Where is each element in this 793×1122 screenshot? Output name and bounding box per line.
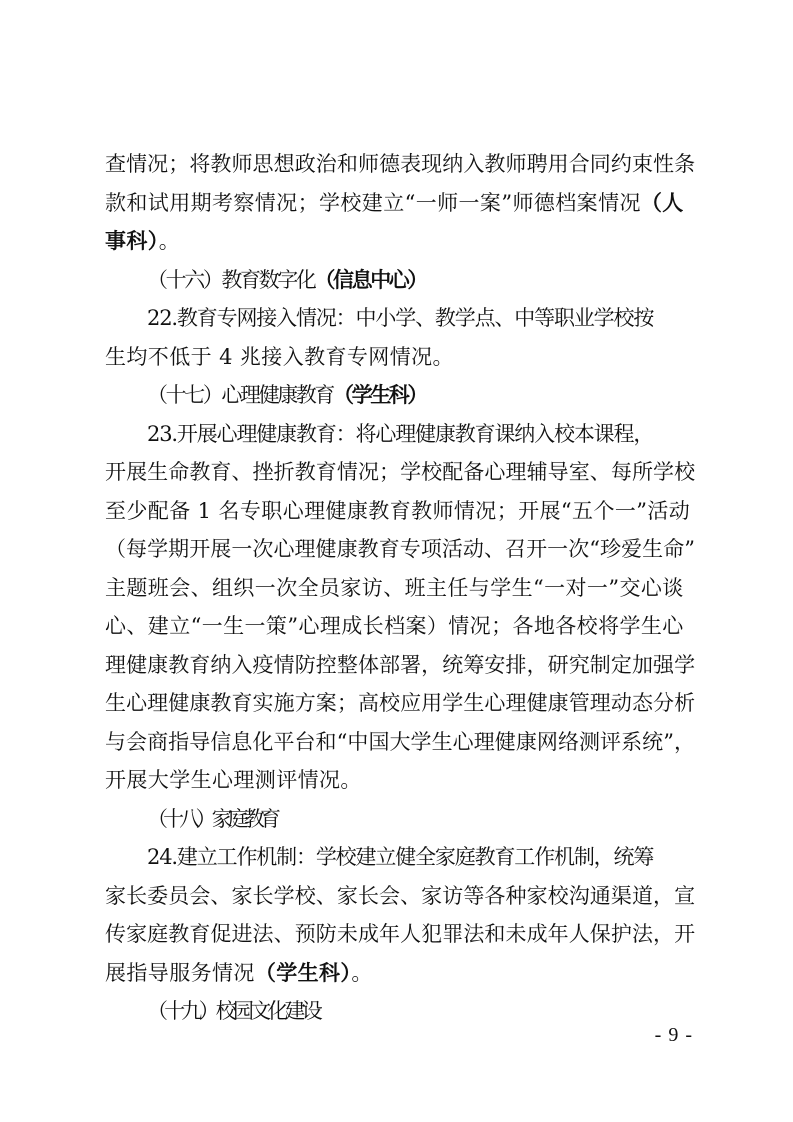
line-text: 家长委员会、家长学校、家长会、家访等各种家校沟通渠道，宣 [105,883,696,908]
line-text: 心、建立“一生一策”心理成长档案）情况；各地各校将学生心 [105,614,684,638]
page-number: - 9 - [654,1024,693,1046]
text-line [105,338,695,377]
text-line [105,376,695,415]
line-text: 23.开展心理健康教育：将心理健康教育课纳入校本课程， [147,421,654,446]
text-line [105,492,695,531]
text-line [105,145,695,184]
line-text: 24.建立工作机制：学校建立健全家庭教育工作机制，统筹 [147,845,654,869]
text-line [105,569,695,608]
text-line [105,992,695,1031]
text-line [105,800,695,839]
line-text: （十八）家庭教育 [147,806,277,831]
text-line [105,723,695,762]
line-text: 主题班会、组织一次全员家访、班主任与学生“一对一”交心谈 [105,575,684,600]
line-text: 传家庭教育促进法、预防未成年人犯罪法和未成年人保护法，开 [105,922,696,946]
line-tail: 。 [158,229,181,253]
line-text: （十七）心理健康教育 [147,383,333,407]
text-line [105,530,695,569]
text-line [105,684,695,723]
text-line [105,184,695,223]
line-text: 款和试用期考察情况；学校建立“一师一案”师德档案情况 [105,190,641,215]
body-text [105,145,695,1031]
text-line [105,453,695,492]
line-text: 生心理健康教育实施方案；高校应用学生心理健康管理动态分析 [105,691,696,715]
line-text: （十九）校园文化建设 [147,999,319,1023]
text-line [105,838,695,877]
text-line [105,415,695,454]
department-label: 事科） [105,228,159,253]
line-text: 开展大学生心理测评情况。 [105,768,362,792]
department-label: （学生科） [254,959,352,985]
text-line [105,607,695,646]
text-line [105,877,695,916]
line-tail: 。 [351,960,373,985]
department-label: （信息中心） [314,266,427,292]
line-text: 生均不低于 4 兆接入教育专网情况。 [105,344,454,369]
department-label: （人 [640,189,684,215]
line-text: 展指导服务情况 [105,960,255,985]
line-text: 至少配备 1 名专职心理健康教育教师情况；开展“五个一”活动 [105,498,691,523]
department-label: （学生科） [333,382,426,407]
text-line [105,954,695,993]
line-text: 22.教育专网接入情况：中小学、教学点、中等职业学校按 [147,306,654,330]
text-line [105,915,695,954]
text-line [105,299,695,338]
line-text: （每学期开展一次心理健康教育专项活动、召开一次“珍爱生命” [105,537,696,561]
text-line [105,646,695,685]
line-text: （十六）教育数字化 [147,267,315,292]
text-line [105,761,695,800]
text-line [105,261,695,300]
line-text: 理健康教育纳入疫情防控整体部署，统筹安排，研究制定加强学 [105,652,696,677]
text-line [105,222,695,261]
line-text: 开展生命教育、挫折教育情况；学校配备心理辅导室、每所学校 [105,460,696,484]
line-text: 与会商指导信息化平台和“中国大学生心理健康网络测评系统”， [105,729,696,754]
line-text: 查情况；将教师思想政治和师德表现纳入教师聘用合同约束性条 [105,152,696,176]
